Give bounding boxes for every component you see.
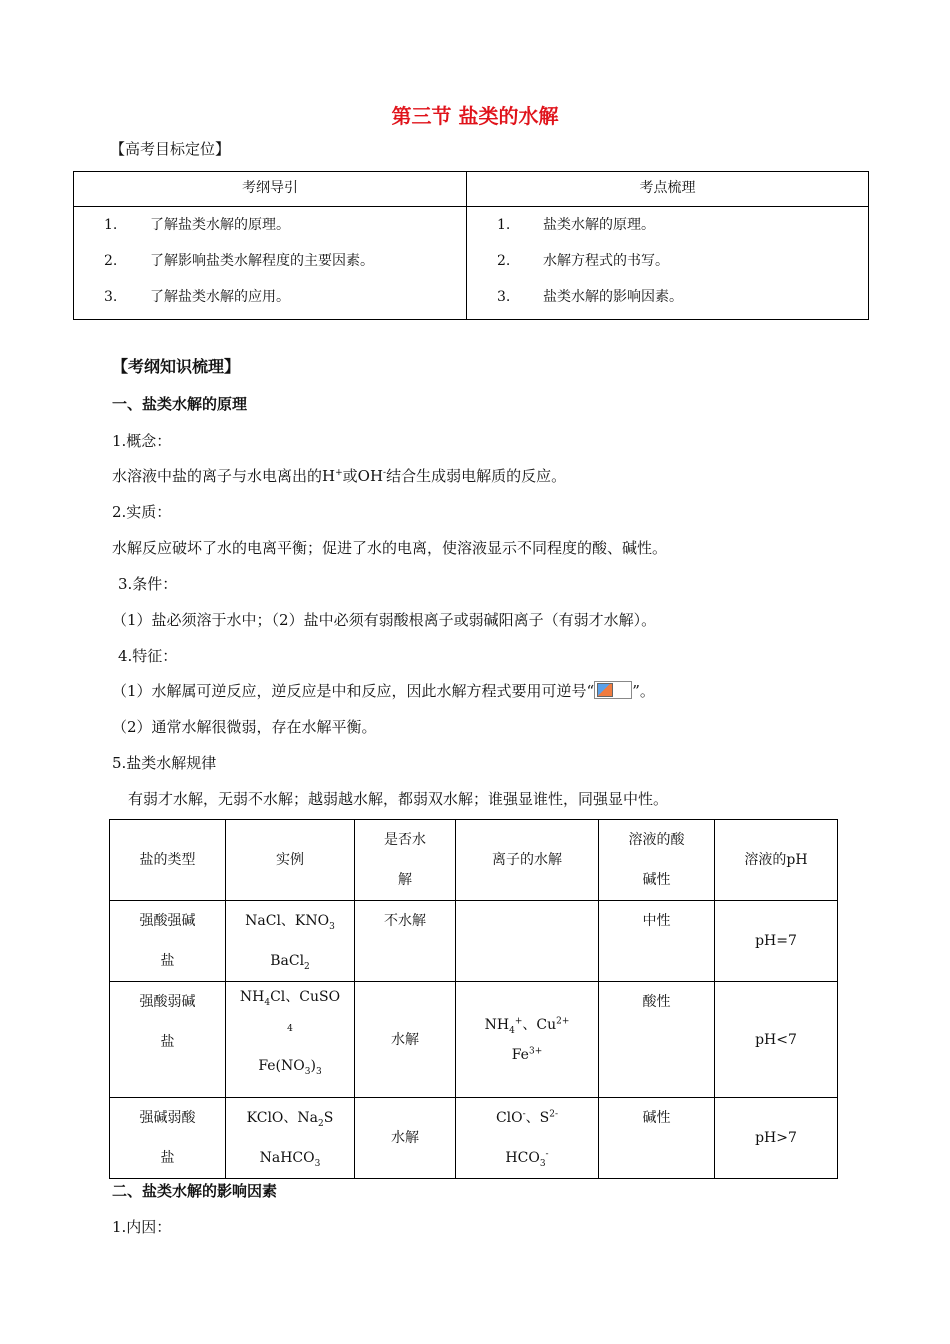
- cell-ion: $NH_4^+$、$Cu^{2+}$ $Fe^{3+}$: [456, 982, 599, 1098]
- goal-heading: 【高考目标定位】: [110, 140, 231, 158]
- cell-example: $NH_4Cl$、CuSO 4 $Fe(NO_3)_3$: [226, 982, 355, 1098]
- salt-hydrolysis-table: [109, 819, 838, 1179]
- list-item: 2. 水解方程式的书写。: [497, 253, 669, 269]
- header-ph: 溶液的pH: [715, 820, 838, 901]
- table-row: [110, 1098, 838, 1179]
- concept-text: 水溶液中盐的离子与水电离出的H+或OH-结合生成弱电解质的反应。: [112, 467, 567, 485]
- goal-col2-list: [467, 207, 869, 320]
- reversible-arrow-icon: [594, 681, 632, 699]
- cell-example: NaCl、$KNO_3$ BaCl$_2$: [226, 901, 355, 982]
- knowledge-heading: 【考纲知识梳理】: [112, 357, 241, 376]
- list-item: 1. 盐类水解的原理。: [497, 217, 655, 233]
- cell-ph: pH=7: [715, 901, 838, 982]
- goal-col1-list: [74, 207, 467, 320]
- cell-acidity: 中性: [599, 901, 715, 982]
- cell-ph: pH<7: [715, 982, 838, 1098]
- cell-example: KClO、$Na_2S$ NaHCO$_3$: [226, 1098, 355, 1179]
- essence-label: 2.实质：: [112, 503, 172, 521]
- goal-col1-header: 考纲导引: [74, 172, 467, 207]
- table-row: [110, 982, 838, 1098]
- cell-type: 强酸弱碱 盐: [110, 982, 226, 1098]
- list-item: 3. 了解盐类水解的应用。: [104, 289, 290, 305]
- cell-hydrolyze: 水解: [355, 982, 456, 1098]
- feature-text-1: （1）水解属可逆反应，逆反应是中和反应，因此水解方程式要用可逆号“ ”。: [112, 682, 655, 700]
- cell-acidity: 酸性: [599, 982, 715, 1098]
- cell-ion: ClO-、$S^{2-}$ $HCO_3^-$: [456, 1098, 599, 1179]
- section2-heading: 二、盐类水解的影响因素: [112, 1182, 278, 1200]
- header-hydrolyze: 是否水 解: [355, 820, 456, 901]
- page-title: 第三节 盐类的水解: [391, 104, 559, 128]
- list-item: 3. 盐类水解的影响因素。: [497, 289, 683, 305]
- cell-acidity: 碱性: [599, 1098, 715, 1179]
- cell-type: 强碱弱酸 盐: [110, 1098, 226, 1179]
- rule-text: 有弱才水解，无弱不水解；越弱越水解，都弱双水解；谁强显谁性，同强显中性。: [128, 790, 669, 808]
- condition-text: （1）盐必须溶于水中；（2）盐中必须有弱酸根离子或弱碱阳离子（有弱才水解）。: [112, 611, 657, 629]
- concept-label: 1.概念：: [112, 432, 172, 450]
- cell-ion: [456, 901, 599, 982]
- header-type: 盐的类型: [110, 820, 226, 901]
- goal-col2-header: 考点梳理: [467, 172, 869, 207]
- cell-hydrolyze: 水解: [355, 1098, 456, 1179]
- header-ion: 离子的水解: [456, 820, 599, 901]
- cell-type: 强酸强碱 盐: [110, 901, 226, 982]
- list-item: 2. 了解影响盐类水解程度的主要因素。: [104, 253, 374, 269]
- goal-table: [73, 171, 869, 320]
- rule-label: 5.盐类水解规律: [112, 754, 217, 772]
- cell-hydrolyze: 不水解: [355, 901, 456, 982]
- header-example: 实例: [226, 820, 355, 901]
- cell-ph: pH>7: [715, 1098, 838, 1179]
- feature-text-2: （2）通常水解很微弱，存在水解平衡。: [112, 718, 377, 736]
- table-row: [110, 901, 838, 982]
- condition-label: 3.条件：: [118, 575, 178, 593]
- internal-label: 1.内因：: [112, 1218, 172, 1236]
- table-header-row: [110, 820, 838, 901]
- essence-text: 水解反应破坏了水的电离平衡；促进了水的电离，使溶液显示不同程度的酸、碱性。: [112, 539, 668, 557]
- list-item: 1. 了解盐类水解的原理。: [104, 217, 290, 233]
- feature-label: 4.特征：: [118, 647, 178, 665]
- header-acidity: 溶液的酸 碱性: [599, 820, 715, 901]
- section1-heading: 一、盐类水解的原理: [112, 395, 248, 413]
